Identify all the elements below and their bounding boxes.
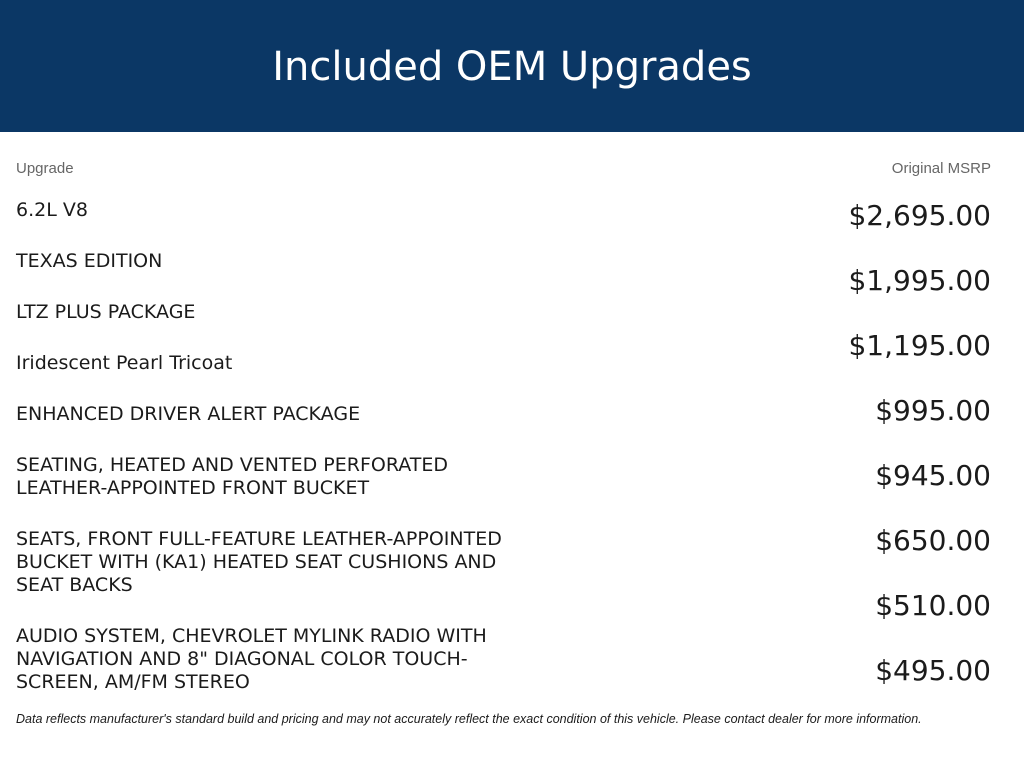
upgrade-item: LTZ PLUS PACKAGE [16, 301, 196, 323]
upgrade-item: 6.2L V8 [16, 199, 88, 221]
page-header [0, 0, 1024, 132]
msrp-column-header: Original MSRP [891, 160, 991, 177]
upgrade-list [16, 199, 576, 722]
price-item: $1,195.00 [848, 329, 991, 362]
price-list [848, 198, 991, 718]
upgrade-item: ENHANCED DRIVER ALERT PACKAGE [16, 403, 361, 425]
price-item: $945.00 [875, 459, 991, 492]
price-item: $510.00 [875, 589, 991, 622]
price-item: $2,695.00 [848, 199, 991, 232]
upgrade-item: Iridescent Pearl Tricoat [16, 352, 233, 374]
upgrade-item: SEATS, FRONT FULL-FEATURE LEATHER-APPOINTED BUCKET WITH (KA1) HEATED SEAT CUSHIONS AND SEAT BACKS [16, 528, 502, 596]
disclaimer-footnote: Data reflects manufacturer's standard build and pricing and may not accurately reflect the exact condition of this vehicle. Please contact dealer for more information. [16, 712, 922, 726]
price-item: $495.00 [875, 654, 991, 687]
upgrade-item: TEXAS EDITION [16, 250, 163, 272]
page-title: Included OEM Upgrades [272, 44, 752, 90]
price-item: $650.00 [875, 524, 991, 557]
price-item: $995.00 [875, 394, 991, 427]
price-item: $1,995.00 [848, 264, 991, 297]
upgrade-item: SEATING, HEATED AND VENTED PERFORATED LEATHER-APPOINTED FRONT BUCKET [16, 454, 449, 499]
upgrade-item: AUDIO SYSTEM, CHEVROLET MYLINK RADIO WITH NAVIGATION AND 8" DIAGONAL COLOR TOUCH- SCREEN, AM/FM STEREO [16, 625, 487, 693]
upgrade-column-header: Upgrade [16, 160, 74, 177]
